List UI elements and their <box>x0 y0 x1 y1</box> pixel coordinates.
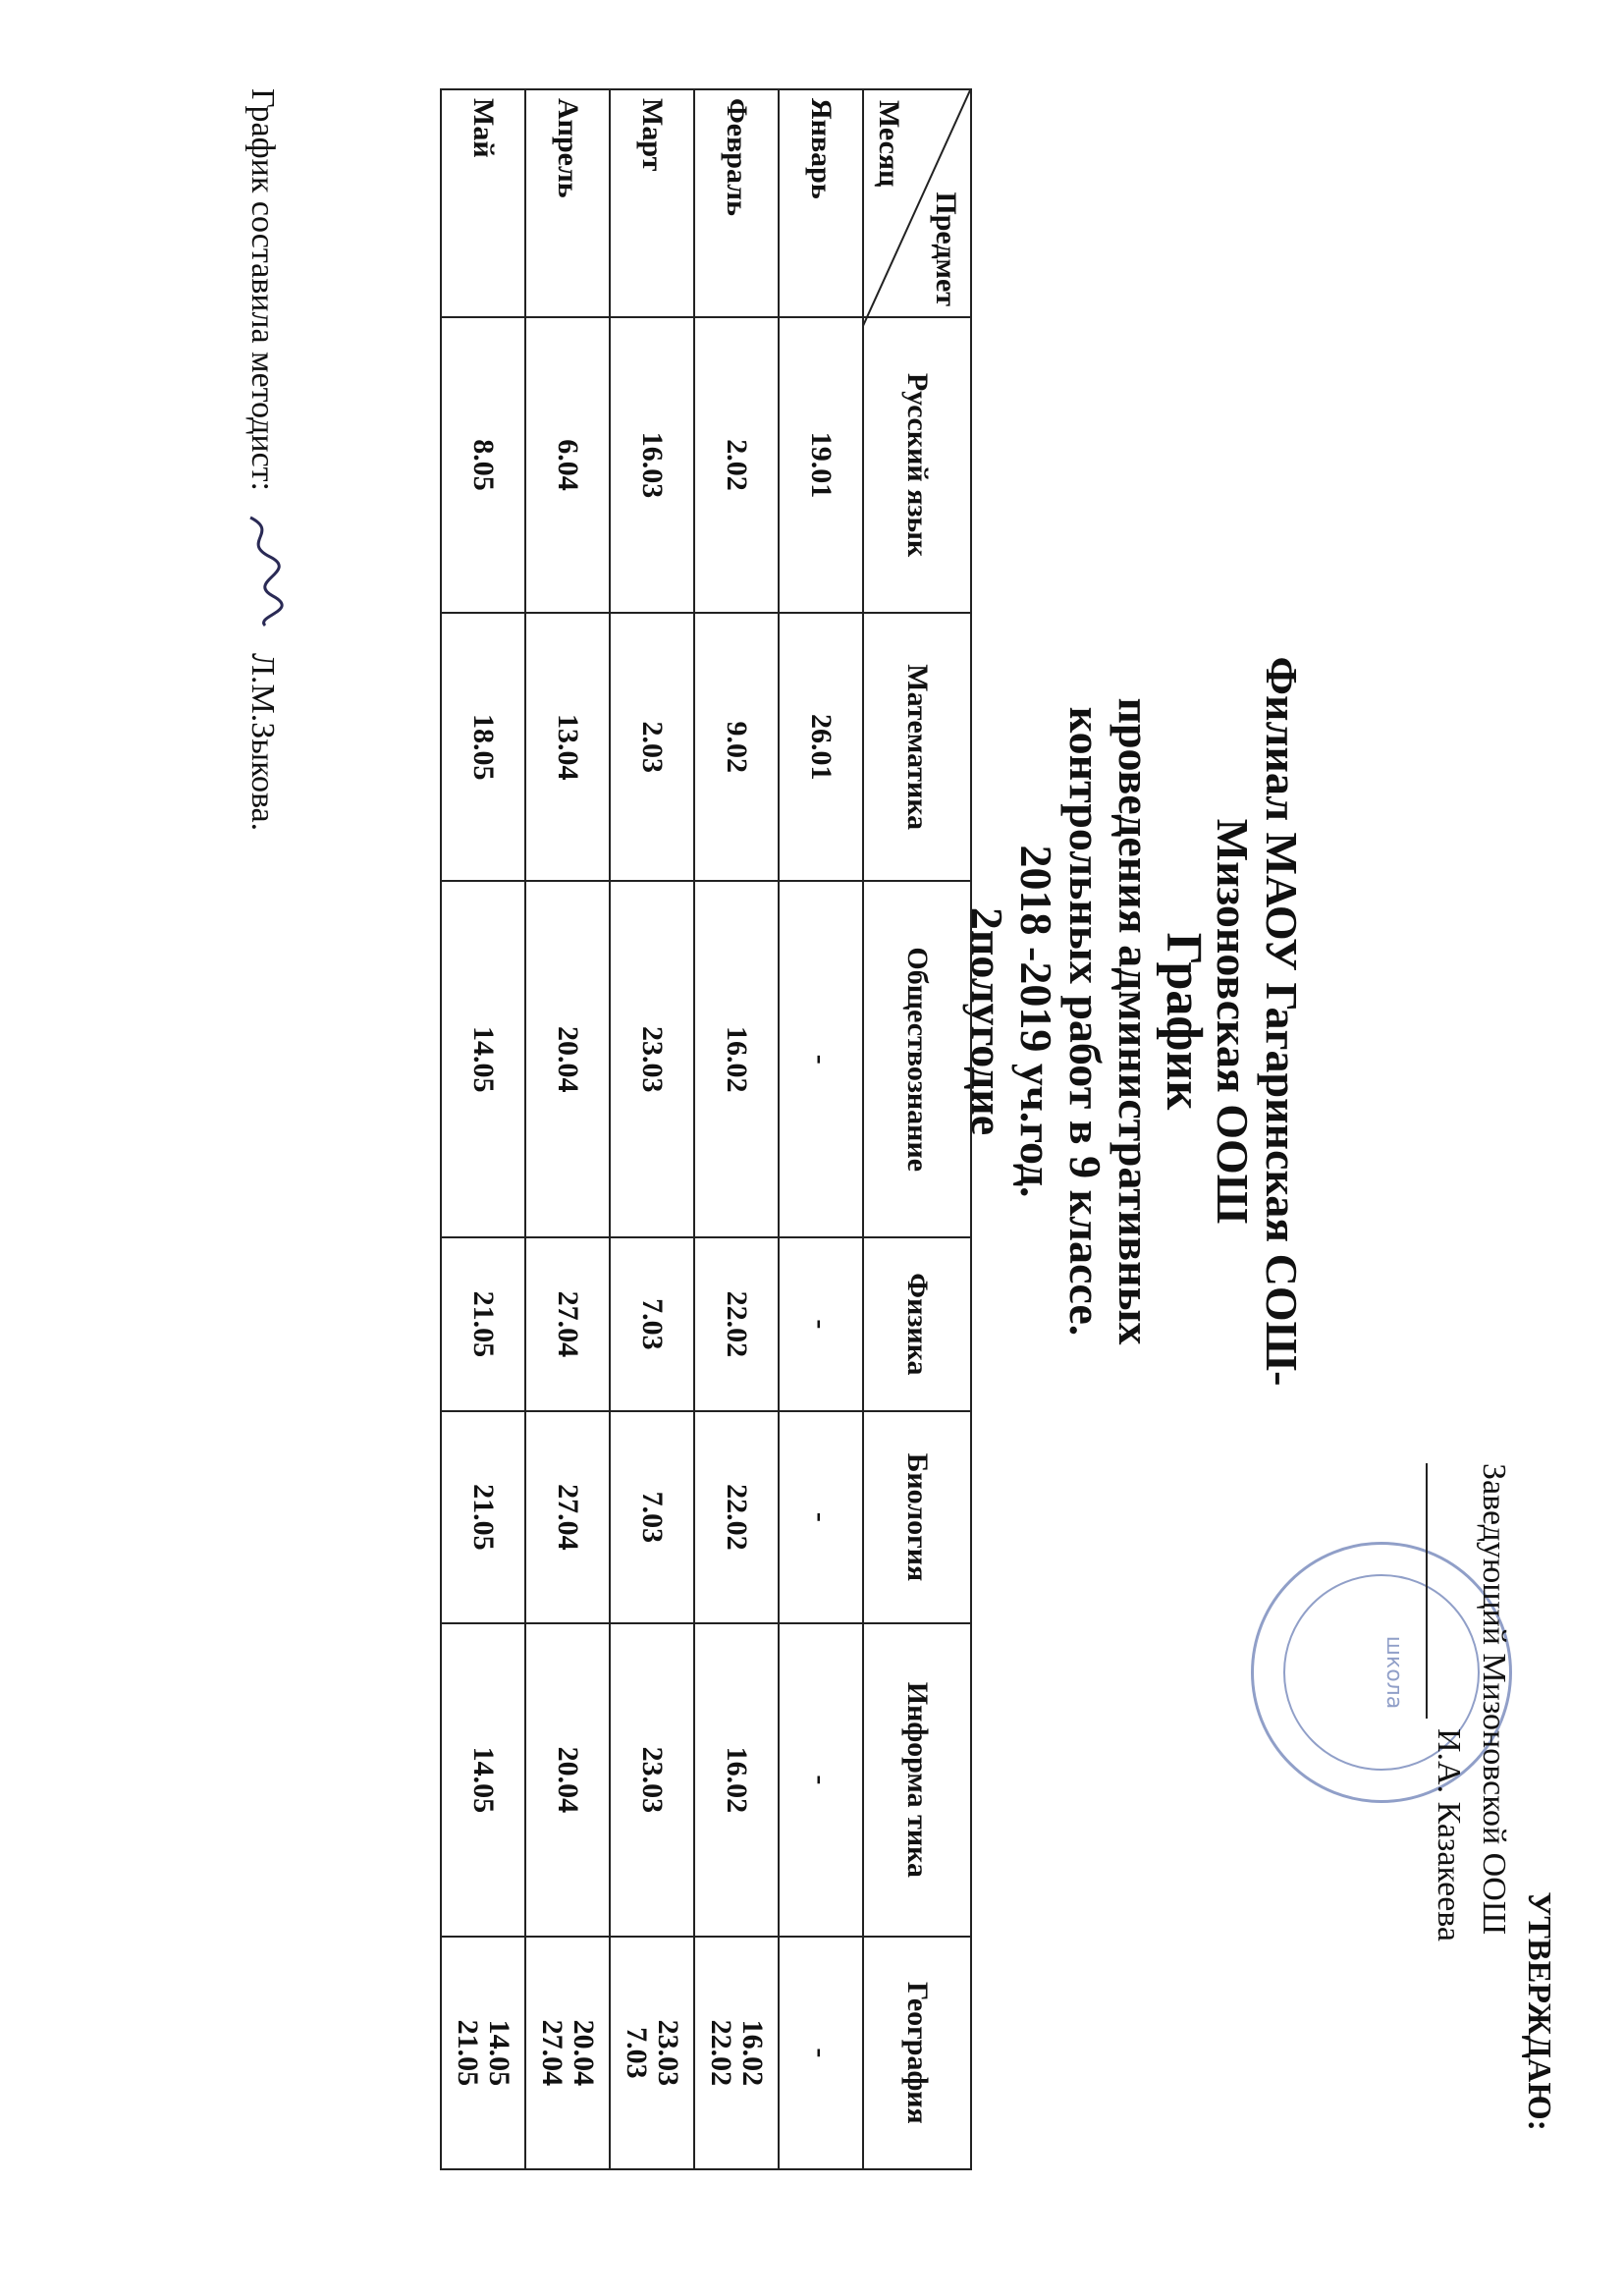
column-header: Русский язык <box>863 317 971 613</box>
table-cell: 22.02 <box>694 1411 779 1623</box>
table-cell: 6.04 <box>525 317 610 613</box>
footer-label: График составила методист: <box>244 88 282 491</box>
table-cell: 27.04 <box>525 1411 610 1623</box>
column-header: Биология <box>863 1411 971 1623</box>
month-cell: Февраль <box>694 89 779 317</box>
table-cell: 20.04 <box>525 881 610 1237</box>
table-cell: 19.01 <box>779 317 863 613</box>
header-row <box>863 89 971 2169</box>
table-cell: 14.05 21.05 <box>441 1937 525 2169</box>
subtitle-line-2: контрольных работ в 9 классе. <box>1060 706 1110 1337</box>
table-cell: 21.05 <box>441 1411 525 1623</box>
table-cell: 18.05 <box>441 613 525 881</box>
column-header: География <box>863 1937 971 2169</box>
table-cell: 14.05 <box>441 881 525 1237</box>
month-cell: Январь <box>779 89 863 317</box>
table-cell: 23.03 <box>610 881 694 1237</box>
corner-month-label: Месяц <box>873 100 905 188</box>
table-cell: 20.04 <box>525 1623 610 1937</box>
table-row <box>525 89 610 2169</box>
table-cell: - <box>779 1411 863 1623</box>
table-cell: 2.02 <box>694 317 779 613</box>
table-cell: 23.03 7.03 <box>610 1937 694 2169</box>
table-row <box>779 89 863 2169</box>
column-header: Физика <box>863 1237 971 1411</box>
table-cell: 22.02 <box>694 1237 779 1411</box>
table-cell: - <box>779 1237 863 1411</box>
approval-name: И.А. Казакеева <box>1431 1728 1467 1941</box>
table-cell: - <box>779 1623 863 1937</box>
table-cell: 27.04 <box>525 1237 610 1411</box>
stamp-text: школа <box>1381 1635 1406 1710</box>
table-cell: - <box>779 1937 863 2169</box>
table-cell: 2.03 <box>610 613 694 881</box>
column-header: Математика <box>863 613 971 881</box>
term: 2полугодие <box>962 906 1012 1136</box>
column-header: Информа тика <box>863 1623 971 1937</box>
document-title-block <box>962 579 1306 1463</box>
table-cell: 13.04 <box>525 613 610 881</box>
approval-heading: УТВЕРЖДАЮ: <box>1521 1891 1557 2131</box>
month-cell: Май <box>441 89 525 317</box>
table-row <box>694 89 779 2169</box>
corner-cell <box>863 89 971 317</box>
table-cell: - <box>779 881 863 1237</box>
footer-name: Л.М.Зыкова. <box>244 652 282 832</box>
approval-signature-row <box>1426 1463 1471 2170</box>
table-row <box>610 89 694 2169</box>
table-cell: 16.02 22.02 <box>694 1937 779 2169</box>
org-line-1: Филиал МАОУ Гагаринская СОШ- <box>1257 656 1307 1387</box>
month-cell: Апрель <box>525 89 610 317</box>
table-cell: 16.02 <box>694 881 779 1237</box>
footer <box>236 88 285 831</box>
table-cell: 7.03 <box>610 1411 694 1623</box>
table-cell: 23.03 <box>610 1623 694 1937</box>
table-cell: 20.04 27.04 <box>525 1937 610 2169</box>
table-cell: 8.05 <box>441 317 525 613</box>
table-cell: 14.05 <box>441 1623 525 1937</box>
month-cell: Март <box>610 89 694 317</box>
signature-image <box>236 513 285 630</box>
column-header: Обществознание <box>863 881 971 1237</box>
subtitle-line-1: проведения административных <box>1110 697 1160 1345</box>
corner-subject-label: Предмет <box>930 191 962 306</box>
document-title: График <box>1156 932 1212 1111</box>
table-cell: 26.01 <box>779 613 863 881</box>
school-year: 2018 -2019 уч.год. <box>1011 845 1061 1198</box>
approval-position: Заведующий Мизоновской ООШ <box>1476 1463 1512 1936</box>
table-cell: 9.02 <box>694 613 779 881</box>
schedule-table <box>440 88 972 2170</box>
approval-block <box>1426 1463 1561 2170</box>
table-cell: 16.03 <box>610 317 694 613</box>
org-line-2: Мизоновская ООШ <box>1208 818 1258 1225</box>
approval-signature-line <box>1426 1463 1457 1719</box>
document-sheet <box>216 29 1571 2229</box>
table-cell: 21.05 <box>441 1237 525 1411</box>
table-cell: 16.02 <box>694 1623 779 1937</box>
table-row <box>441 89 525 2169</box>
table-cell: 7.03 <box>610 1237 694 1411</box>
